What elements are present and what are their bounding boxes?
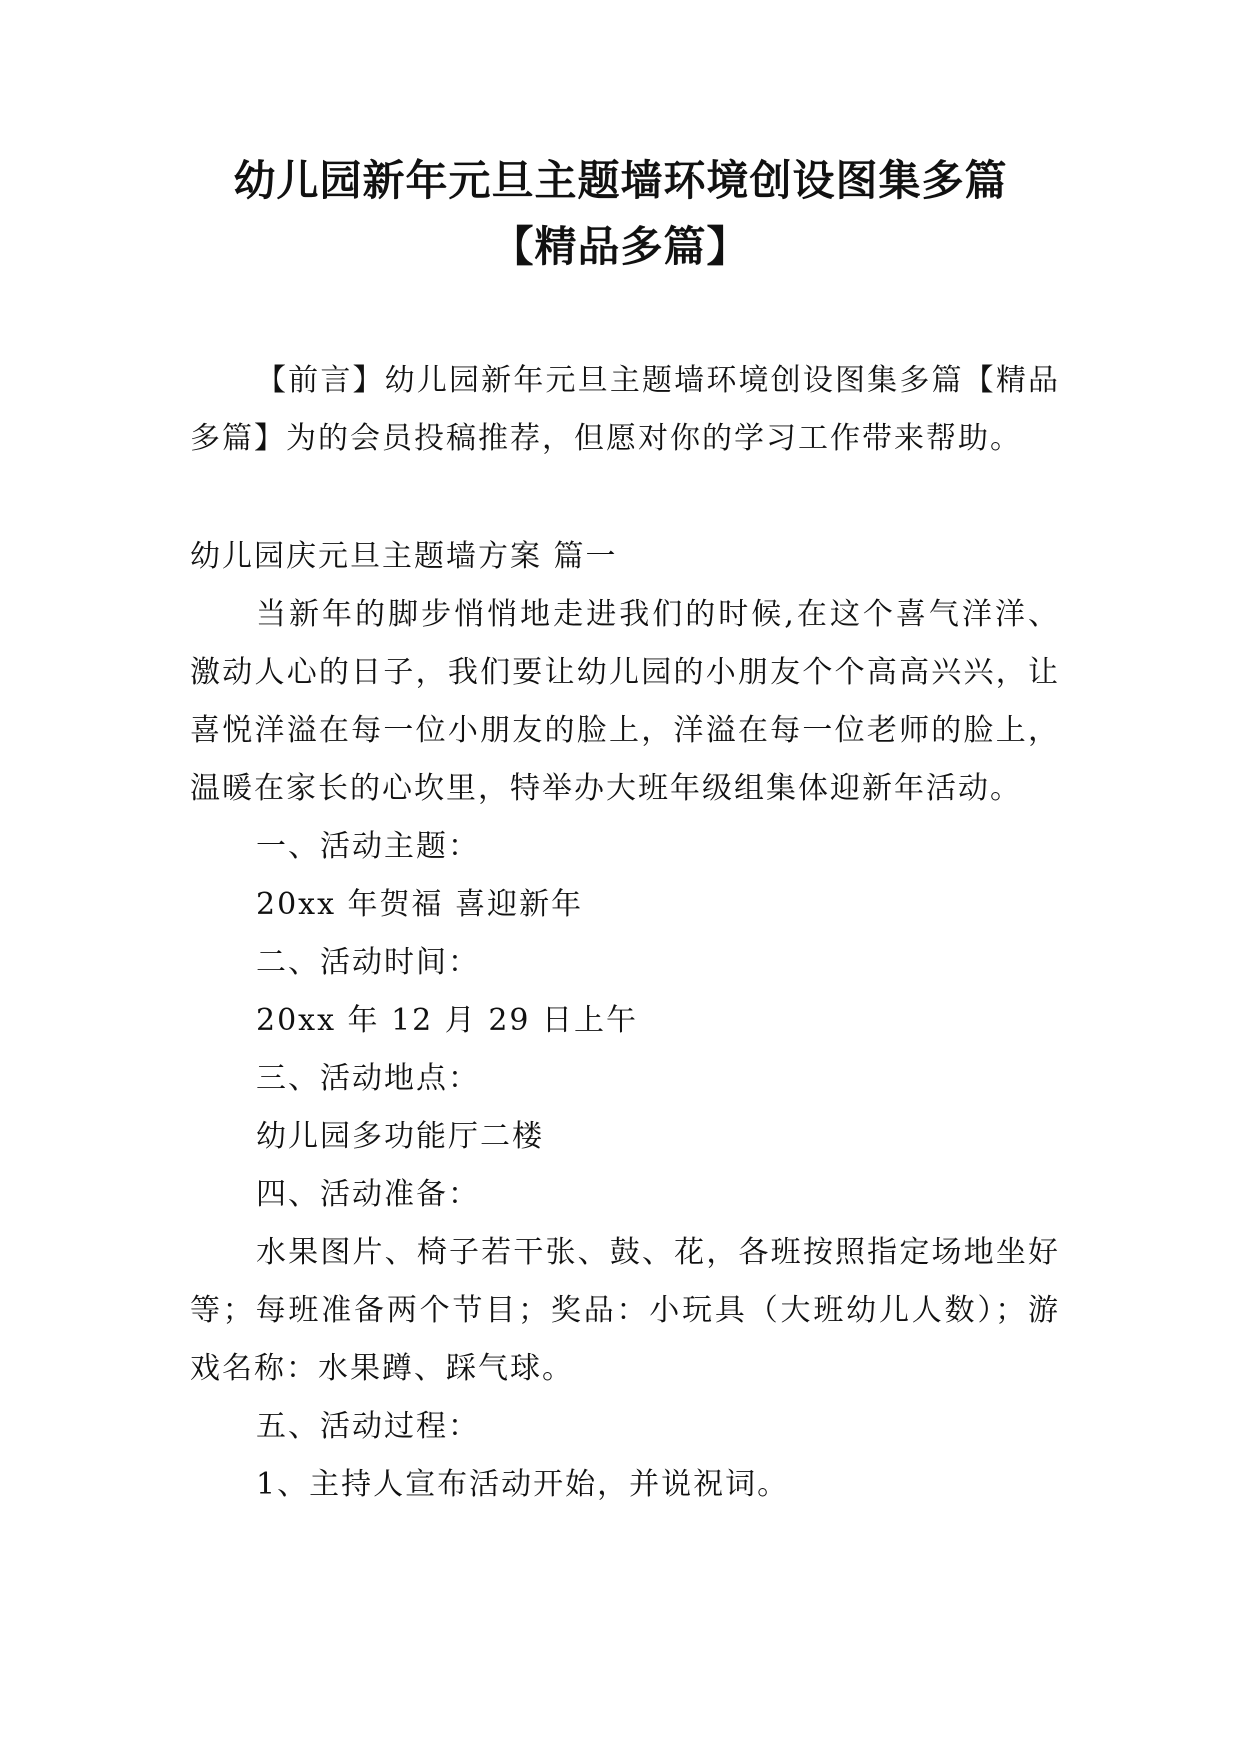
theme-label: 一、活动主题： xyxy=(256,829,480,864)
intro-paragraph: 当新年的脚步悄悄地走进我们的时候,在这个喜气洋洋、激动人心的日子，我们要让幼儿园的小朋友个个高高兴兴，让喜悦洋溢在每一位小朋友的脸上，洋溢在每一位老师的脸上，温暖在家长的心坎里，特举办大班年级组集体迎新年活动。 xyxy=(190,597,1060,806)
preface-block xyxy=(190,352,1060,468)
place-label: 三、活动地点： xyxy=(256,1061,480,1096)
document-title-line-2: 【精品多篇】 xyxy=(491,222,750,271)
preface-paragraph: 【前言】幼儿园新年元旦主题墙环境创设图集多篇【精品多篇】为的会员投稿推荐，但愿对你的学习工作带来帮助。 xyxy=(190,363,1060,456)
time-value: 20xx 年 12 月 29 日上午 xyxy=(256,1003,639,1038)
section-one xyxy=(190,528,1060,1514)
document-title-line-1: 幼儿园新年元旦主题墙环境创设图集多篇 xyxy=(233,156,1008,205)
process-label: 五、活动过程： xyxy=(256,1409,480,1444)
place-value: 幼儿园多功能厅二楼 xyxy=(256,1119,544,1154)
prep-label: 四、活动准备： xyxy=(256,1177,480,1212)
process-step-1: 1、主持人宣布活动开始，并说祝词。 xyxy=(256,1467,790,1502)
theme-value: 20xx 年贺福 喜迎新年 xyxy=(256,887,584,922)
section-heading: 幼儿园庆元旦主题墙方案 篇一 xyxy=(190,539,618,574)
prep-paragraph: 水果图片、椅子若干张、鼓、花，各班按照指定场地坐好等；每班准备两个节目；奖品：小玩具（大班幼儿人数）；游戏名称：水果蹲、踩气球。 xyxy=(190,1235,1060,1386)
time-label: 二、活动时间： xyxy=(256,945,480,980)
